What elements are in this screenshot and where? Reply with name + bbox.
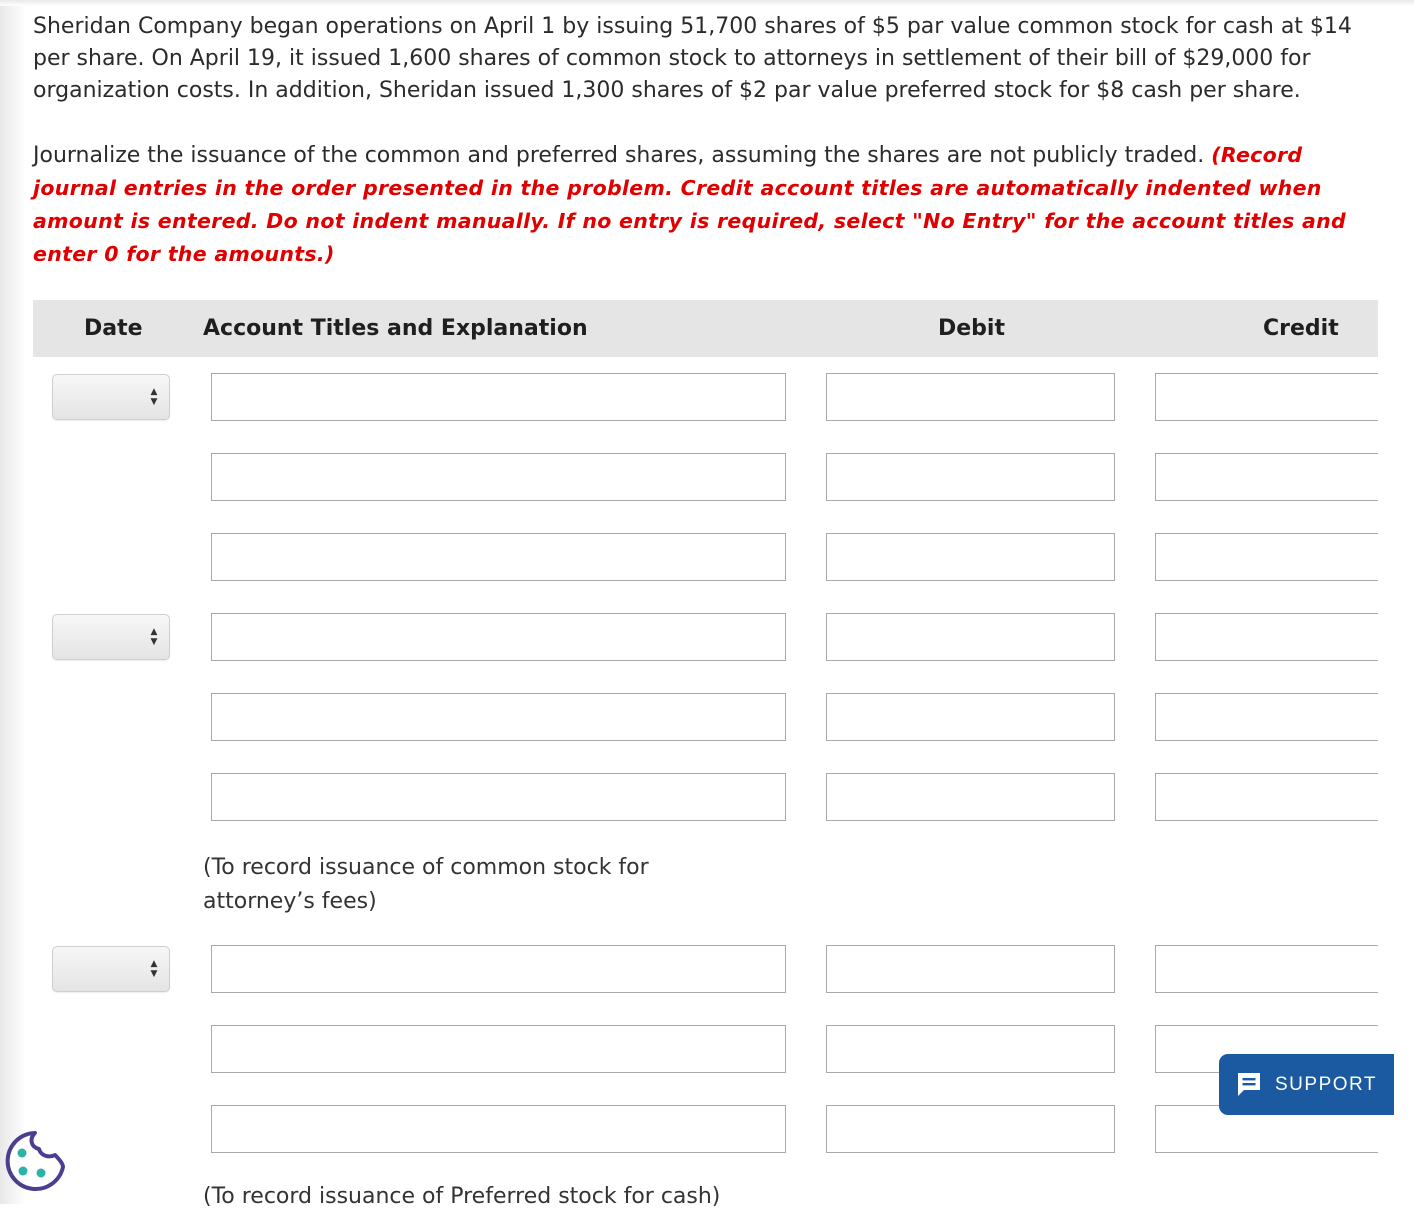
credit-input[interactable] <box>1155 773 1378 821</box>
credit-input[interactable] <box>1155 453 1378 501</box>
account-column-header: Account Titles and Explanation <box>203 316 588 341</box>
journal-table-header <box>33 300 1378 357</box>
account-title-input[interactable] <box>211 613 786 661</box>
debit-input[interactable] <box>826 693 1115 741</box>
credit-input[interactable] <box>1155 533 1378 581</box>
support-label: SUPPORT <box>1275 1074 1378 1095</box>
instructions-note: (Record journal entries in the order presented in the problem. Credit account titles are automatically indented when amount is entered. Do not indent manually. If no entry is required, select "No Entry" for the account titles and enter 0 for the amounts.) <box>33 143 1347 266</box>
account-title-input[interactable] <box>211 945 786 993</box>
debit-input[interactable] <box>826 613 1115 661</box>
up-down-arrows-icon: ▲ ▼ <box>150 387 158 407</box>
credit-column-header: Credit <box>1263 316 1339 341</box>
account-title-input[interactable] <box>211 773 786 821</box>
account-title-input[interactable] <box>211 373 786 421</box>
instructions-text: Journalize the issuance of the common and preferred shares, assuming the shares are not publicly traded. <box>33 143 1212 168</box>
debit-input[interactable] <box>826 945 1115 993</box>
credit-input[interactable] <box>1155 693 1378 741</box>
credit-input[interactable] <box>1155 373 1378 421</box>
date-select-entry-2[interactable] <box>52 614 170 660</box>
credit-input[interactable] <box>1155 945 1378 993</box>
debit-input[interactable] <box>826 453 1115 501</box>
support-button[interactable] <box>1219 1054 1394 1115</box>
account-title-input[interactable] <box>211 1025 786 1073</box>
page-left-shadow <box>0 0 26 1204</box>
cookie-icon[interactable] <box>3 1129 67 1193</box>
debit-input[interactable] <box>826 1025 1115 1073</box>
debit-input[interactable] <box>826 1105 1115 1153</box>
date-select-entry-3[interactable] <box>52 946 170 992</box>
account-title-input[interactable] <box>211 1105 786 1153</box>
debit-input[interactable] <box>826 773 1115 821</box>
instructions <box>33 139 1383 271</box>
up-down-arrows-icon: ▲ ▼ <box>150 627 158 647</box>
account-title-input[interactable] <box>211 533 786 581</box>
entry-explanation: (To record issuance of common stock for attorney’s fees) <box>203 855 649 914</box>
credit-input[interactable] <box>1155 613 1378 661</box>
debit-column-header: Debit <box>938 316 1005 341</box>
up-down-arrows-icon: ▲ ▼ <box>150 959 158 979</box>
debit-input[interactable] <box>826 533 1115 581</box>
page-top-shadow <box>0 0 1414 6</box>
debit-input[interactable] <box>826 373 1115 421</box>
account-title-input[interactable] <box>211 693 786 741</box>
date-select-entry-1[interactable] <box>52 374 170 420</box>
account-title-input[interactable] <box>211 453 786 501</box>
entry-explanation: (To record issuance of Preferred stock for cash) <box>203 1184 721 1209</box>
problem-statement: Sheridan Company began operations on April 1 by issuing 51,700 shares of $5 par value common stock for cash at $14 per share. On April 19, it issued 1,600 shares of common stock to attorneys in settlement of their bill of $29,000 for organization costs. In addition, Sheridan issued 1,300 shares of $2 par value preferred stock for $8 cash per share. <box>33 14 1352 103</box>
chat-icon <box>1235 1070 1263 1098</box>
date-column-header: Date <box>84 316 143 341</box>
